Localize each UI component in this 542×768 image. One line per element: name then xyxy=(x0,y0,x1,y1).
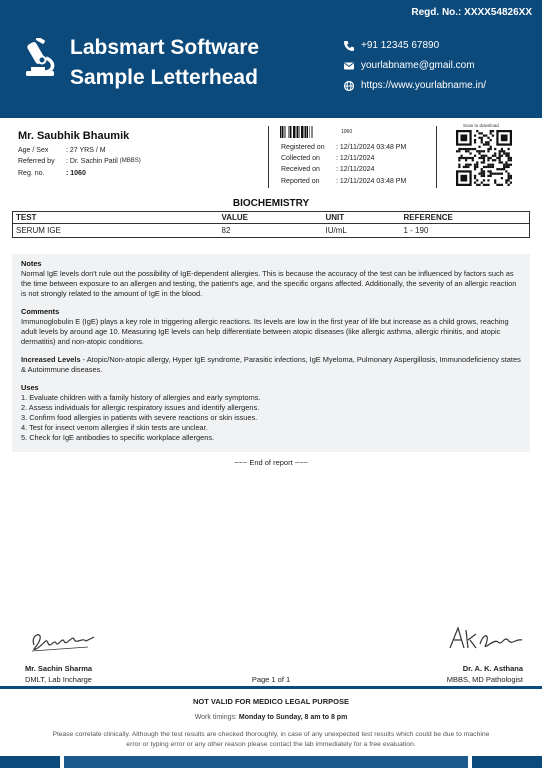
date-row-registered xyxy=(281,142,406,153)
notes-block xyxy=(21,259,521,299)
table-row xyxy=(13,224,530,238)
brand-name xyxy=(70,33,259,93)
increased-text: - Atopic/Non-atopic allergy, Hyper IgE syndrome, Parasitic infections, IgE Myeloma, Pulmonary Aspergillosis, Immunodeficiency states & Autoimmune diseases. xyxy=(21,355,521,374)
qr-caption: Scan to download xyxy=(463,123,499,128)
reported-label: Reported on xyxy=(281,177,320,185)
increased-title: Increased Levels xyxy=(21,355,81,364)
right-signatory-name: Dr. A. K. Asthana xyxy=(462,664,523,673)
end-of-report: ~~~ End of report ~~~ xyxy=(234,458,308,467)
phone-row xyxy=(343,36,486,56)
cell-test: SERUM IGE xyxy=(13,224,219,238)
notes-title: Notes xyxy=(21,259,42,268)
patient-info xyxy=(18,131,141,179)
footer-divider xyxy=(0,686,542,689)
date-block xyxy=(281,142,406,187)
header-test: TEST xyxy=(13,212,219,224)
referred-label: Referred by xyxy=(18,158,55,165)
header-unit: UNIT xyxy=(323,212,401,224)
brand-line-2: Sample Letterhead xyxy=(70,66,258,89)
qr-code-image[interactable] xyxy=(456,130,512,186)
left-signatory-name: Mr. Sachin Sharma xyxy=(25,664,93,673)
comments-text: Immunoglobulin E (IgE) plays a key role in triggering allergic reactions. Its levels are low in the first year of life but increase as a child grows, reaching adult levels by around age 10. Measuring IgE levels can help differentiate between atopic diseases (like allergic asthma, allergic rhinitis, and atopic dermatitis) and non-atopic conditions. xyxy=(21,317,509,346)
comments-block xyxy=(21,307,521,347)
header-reference: REFERENCE xyxy=(401,212,530,224)
divider-right xyxy=(436,126,437,188)
microscope-icon xyxy=(22,38,58,80)
phone-text[interactable]: +91 12345 67890 xyxy=(361,40,440,51)
right-signatory-title: MBBS, MD Pathologist xyxy=(446,675,523,684)
date-row-reported xyxy=(281,176,406,187)
patient-row-reg xyxy=(18,168,141,180)
website-text[interactable]: https://www.yourlabname.in/ xyxy=(361,80,487,91)
notes-text: Normal IgE levels don't rule out the possibility of IgE-dependent allergies. This is because the accuracy of the test can be influenced by factors such as the time between exposure to an allergen and testing, the patient's age, and the specific organs affected. Additionally, the severity of an allergic reaction is not strongly related to the amount of IgE in the blood. xyxy=(21,269,517,298)
header-value: VALUE xyxy=(219,212,323,224)
cell-reference: 1 - 190 xyxy=(401,224,530,238)
section-title: BIOCHEMISTRY xyxy=(232,198,310,209)
timings-value: Monday to Sunday, 8 am to 8 pm xyxy=(238,714,348,721)
patient-name: Mr. Saubhik Bhaumik xyxy=(18,130,130,142)
phone-icon xyxy=(343,40,355,52)
referred-qualification: (MBBS) xyxy=(119,158,141,164)
email-text[interactable]: yourlabname@gmail.com xyxy=(361,60,475,71)
page-number: Page 1 of 1 xyxy=(251,675,291,684)
table-header-row xyxy=(13,212,530,224)
globe-icon xyxy=(343,80,355,92)
email-icon xyxy=(343,60,355,72)
uses-item: 5. Check for IgE antibodies to specific workplace allergens. xyxy=(21,433,215,442)
timings-label: Work timings: xyxy=(194,714,239,721)
increased-block xyxy=(21,355,521,375)
reg-label: Reg. no. xyxy=(18,169,45,177)
results-table xyxy=(12,211,530,238)
bottom-color-bar xyxy=(0,756,542,768)
contact-block xyxy=(343,36,486,96)
patient-row-age xyxy=(18,145,141,157)
divider-left xyxy=(268,126,269,188)
received-label: Received on xyxy=(281,166,320,174)
age-value: : 27 YRS / M xyxy=(66,146,106,154)
collected-value: : 12/11/2024 xyxy=(336,155,375,163)
cell-value: 82 xyxy=(219,224,323,238)
registered-label: Registered on xyxy=(281,144,325,151)
disclaimer-text: Please correlate clinically. Although the test results are checked thoroughly, in case of any unexpected test results which could be due to machine error or typing error or any other reason please contact the lab immediately for a free evaluation. xyxy=(52,731,490,748)
received-value: : 12/11/2024 xyxy=(336,166,375,174)
date-row-received xyxy=(281,164,406,175)
uses-title: Uses xyxy=(21,383,39,392)
footer-title: NOT VALID FOR MEDICO LEGAL PURPOSE xyxy=(193,697,349,706)
work-timings xyxy=(0,714,542,721)
registration-number: Regd. No.: XXXX54826XX xyxy=(411,7,532,18)
brand-line-1: Labsmart Software xyxy=(70,36,260,59)
barcode-image xyxy=(280,126,338,138)
left-signatory-title: DMLT, Lab Incharge xyxy=(25,675,92,684)
comments-title: Comments xyxy=(21,307,60,316)
signature-left xyxy=(24,625,104,657)
patient-row-referred xyxy=(18,156,141,168)
letterhead-header xyxy=(0,0,542,118)
uses-item: 1. Evaluate children with a family history of allergies and early symptoms. xyxy=(21,393,261,402)
registered-value: : 12/11/2024 03:48 PM xyxy=(336,144,407,151)
uses-block xyxy=(21,383,521,443)
age-label: Age / Sex xyxy=(18,146,49,154)
uses-item: 4. Test for insect venom allergies if skin tests are unclear. xyxy=(21,423,208,432)
date-row-collected xyxy=(281,153,406,164)
email-row xyxy=(343,56,486,76)
referred-value: : Dr. Sachin Patil xyxy=(66,158,118,165)
notes-panel xyxy=(12,254,530,452)
uses-item: 3. Confirm food allergies in patients with severe reactions or skin issues. xyxy=(21,413,258,422)
website-row xyxy=(343,76,486,96)
cell-unit: IU/mL xyxy=(323,224,401,238)
signature-right xyxy=(444,622,528,656)
reported-value: : 12/11/2024 03:48 PM xyxy=(336,177,407,185)
uses-item: 2. Assess individuals for allergic respiratory issues and identify allergens. xyxy=(21,403,260,412)
collected-label: Collected on xyxy=(281,155,320,163)
barcode-number: 1060 xyxy=(341,129,353,135)
reg-value: : 1060 xyxy=(66,169,86,177)
